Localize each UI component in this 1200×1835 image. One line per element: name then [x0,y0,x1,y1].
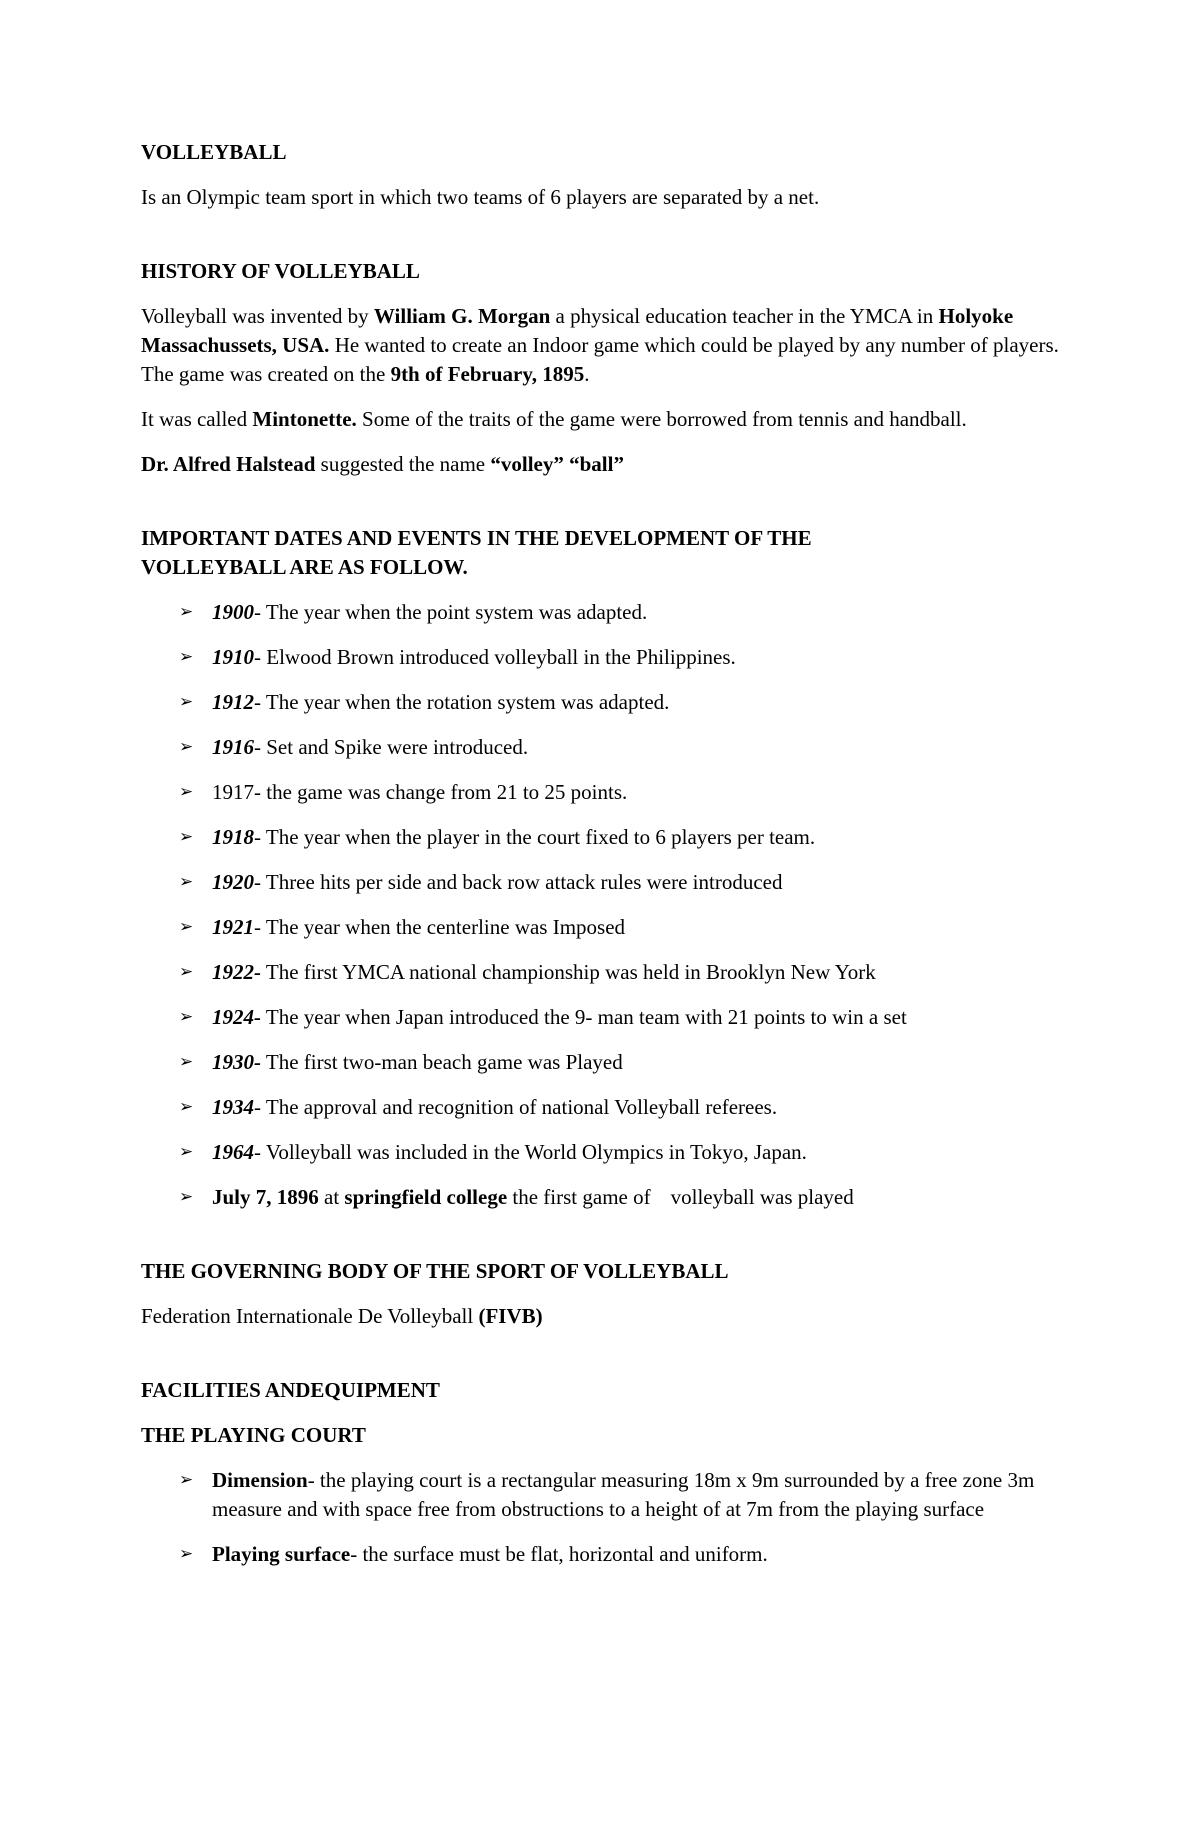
text-run: Some of the traits of the game were borrowed from tennis and handball. [356,407,967,431]
event-text: The year when Japan introduced the 9- man team with 21 points to win a set [261,1005,907,1029]
text-run: It was called [141,407,253,431]
list-item [141,1003,1061,1032]
text-run: the first game of [507,1185,651,1209]
event-text: - The year when the rotation system was adapted. [254,690,670,714]
list-item [141,778,1061,807]
name-suggester: Dr. Alfred Halstead [141,452,316,476]
court-text: - the surface must be flat, horizontal and uniform. [350,1542,768,1566]
event-year: 1922- [212,960,261,984]
list-item [141,868,1061,897]
history-paragraph-2 [141,405,1061,434]
text-run: Volleyball was invented by [141,304,374,328]
governing-abbreviation: (FIVB) [478,1304,543,1328]
history-paragraph-1 [141,302,1061,389]
arrow-bullet-icon: ➢ [179,1052,194,1072]
origin-place: Holyoke Massachussets, USA. [141,304,1014,357]
court-term: Playing surface [212,1542,351,1566]
intro-paragraph: Is an Olympic team sport in which two teams of 6 players are separated by a net. [141,185,820,209]
text-run: at [318,1185,345,1209]
event-year: 1930- [212,1050,261,1074]
event-year: 1964 [212,1140,254,1164]
event-text: The first two-man beach game was Played [261,1050,623,1074]
history-paragraph-3 [141,450,1061,479]
list-item [141,1466,1051,1524]
event-year: 1934 [212,1095,254,1119]
list-item [141,1540,1051,1569]
governing-body [141,1302,1061,1331]
event-year: 1921 [212,915,254,939]
list-item [141,733,1061,762]
event-text: - The approval and recognition of national Volleyball referees. [254,1095,778,1119]
history-heading: HISTORY OF VOLLEYBALL [141,259,420,283]
dates-heading-line-2: VOLLEYBALL ARE AS FOLLOW. [141,555,468,579]
dates-list [141,598,1061,1212]
arrow-bullet-icon: ➢ [179,1097,194,1117]
original-name: Mintonette. [252,407,357,431]
first-game-venue: springfield college [344,1185,508,1209]
event-text: - Volleyball was included in the World Olympics in Tokyo, Japan. [254,1140,807,1164]
arrow-bullet-icon: ➢ [179,1007,194,1027]
event-text: The first YMCA national championship was held in Brooklyn New York [261,960,876,984]
event-year: 1916 [212,735,254,759]
list-item [141,643,1061,672]
arrow-bullet-icon: ➢ [179,1187,194,1207]
arrow-bullet-icon: ➢ [179,692,194,712]
inventor-name: William G. Morgan [373,304,551,328]
event-year: 1920 [212,870,254,894]
suggested-name: “volley” “ball” [490,452,624,476]
event-year: 1924- [212,1005,261,1029]
event-year: 1918 [212,825,254,849]
dates-heading-line-1: IMPORTANT DATES AND EVENTS IN THE DEVELOPMENT OF THE [141,526,812,550]
arrow-bullet-icon: ➢ [179,1470,194,1490]
event-year: 1912 [212,690,254,714]
event-text: - The year when the player in the court fixed to 6 players per team. [254,825,816,849]
text-run: . [584,362,590,386]
list-item [141,1048,1061,1077]
event-text: - The year when the point system was adapted. [254,600,648,624]
court-term: Dimension [212,1468,308,1492]
text-run: suggested the name [315,452,491,476]
arrow-bullet-icon: ➢ [179,1142,194,1162]
list-item [141,1183,1061,1212]
creation-date: 9th of February, 1895 [390,362,585,386]
text-run: Federation Internationale De Volleyball [141,1304,479,1328]
list-item [141,1138,1061,1167]
list-item [141,913,1061,942]
facilities-heading: FACILITIES ANDEQUIPMENT [141,1378,440,1402]
arrow-bullet-icon: ➢ [179,962,194,982]
list-item [141,823,1061,852]
text-run: volleyball was played [670,1185,854,1209]
list-item [141,688,1061,717]
playing-court-heading: THE PLAYING COURT [141,1423,366,1447]
list-item [141,1093,1061,1122]
document-page [141,138,1061,1569]
list-item [141,598,1061,627]
document-title: VOLLEYBALL [141,140,287,164]
text-run: a physical education teacher in the YMCA in [550,304,939,328]
arrow-bullet-icon: ➢ [179,647,194,667]
first-game-date: July 7, 1896 [212,1185,319,1209]
event-text: - the game was change from 21 to 25 points. [254,780,628,804]
dates-heading [141,524,1061,582]
event-text: - Three hits per side and back row attack rules were introduced [254,870,783,894]
arrow-bullet-icon: ➢ [179,602,194,622]
governing-heading: THE GOVERNING BODY OF THE SPORT OF VOLLEYBALL [141,1259,729,1283]
arrow-bullet-icon: ➢ [179,872,194,892]
arrow-bullet-icon: ➢ [179,782,194,802]
event-text: - The year when the centerline was Imposed [254,915,626,939]
arrow-bullet-icon: ➢ [179,827,194,847]
arrow-bullet-icon: ➢ [179,737,194,757]
event-year: 1900 [212,600,254,624]
event-year: 1910 [212,645,254,669]
court-list [141,1466,1061,1569]
court-text: - the playing court is a rectangular measuring 18m x 9m surrounded by a free zone 3m measure and with space free from obstructions to a height of at 7m from the playing surface [212,1468,1035,1521]
event-text: - Set and Spike were introduced. [254,735,529,759]
event-text: - Elwood Brown introduced volleyball in the Philippines. [254,645,736,669]
arrow-bullet-icon: ➢ [179,1544,194,1564]
list-item [141,958,1061,987]
event-year: 1917 [212,780,254,804]
text-run: He wanted to create an Indoor game which could be played by any number of players. The game was created on the [141,333,1059,386]
arrow-bullet-icon: ➢ [179,917,194,937]
